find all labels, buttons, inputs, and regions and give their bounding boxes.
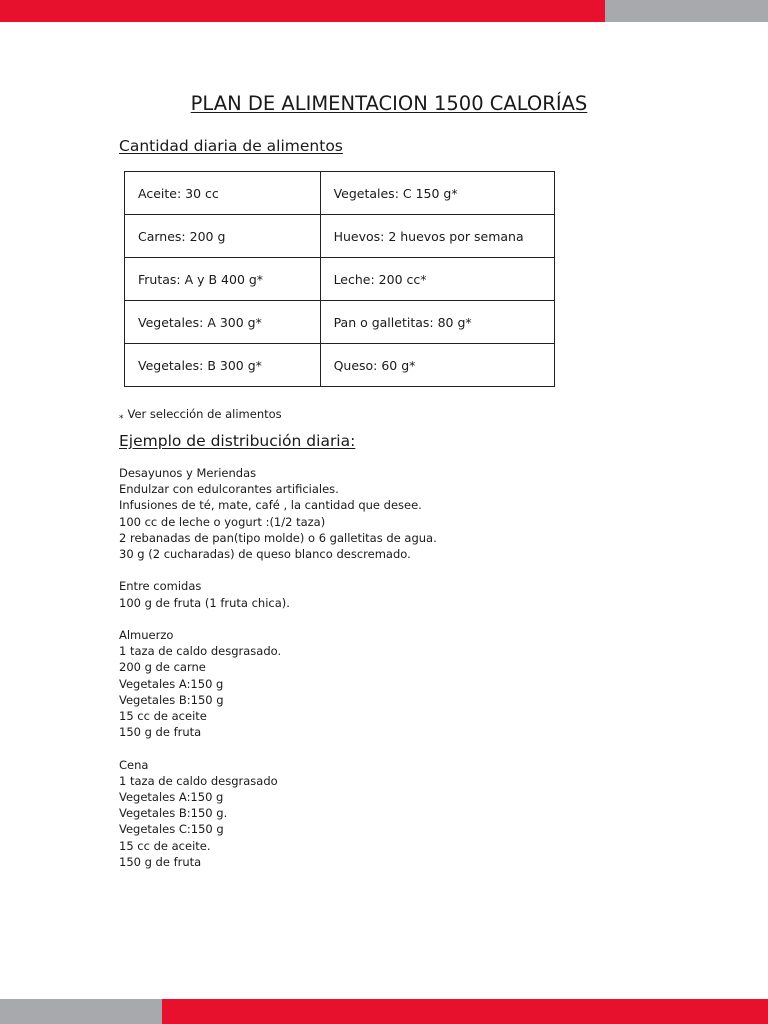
table-row (125, 344, 555, 387)
footer-red-bar (162, 999, 768, 1024)
table-cell: Carnes: 200 g (125, 215, 321, 258)
distribution-block-cena (119, 757, 437, 870)
distribution-line: 1 taza de caldo desgrasado (119, 773, 278, 788)
section-heading-cantidad: Cantidad diaria de alimentos (119, 137, 343, 155)
distribution-line: 150 g de fruta (119, 854, 202, 869)
header-gray-bar (605, 0, 768, 22)
table-cell: Huevos: 2 huevos por semana (320, 215, 554, 258)
table-cell: Queso: 60 g* (320, 344, 554, 387)
table-row (125, 301, 555, 344)
selection-note (119, 407, 282, 424)
table-cell: Pan o galletitas: 80 g* (320, 301, 554, 344)
distribution-line: Infusiones de té, mate, café , la cantidad que desee. (119, 498, 422, 513)
distribution-block-almuerzo (119, 627, 437, 740)
table-row (125, 215, 555, 258)
distribution-line: Vegetales C:150 g (119, 822, 224, 837)
table-row (125, 172, 555, 215)
table-cell: Leche: 200 cc* (320, 258, 554, 301)
distribution-line: 15 cc de aceite. (119, 838, 211, 853)
distribution-line: Vegetales A:150 g (119, 676, 224, 691)
distribution-line: Vegetales B:150 g. (119, 806, 228, 821)
distribution-line: Cena (119, 757, 149, 772)
table-cell: Frutas: A y B 400 g* (125, 258, 321, 301)
distribution-line: 30 g (2 cucharadas) de queso blanco descremado. (119, 547, 411, 562)
distribution-line: Almuerzo (119, 628, 174, 642)
footer-gray-bar (0, 999, 162, 1024)
daily-distribution (119, 465, 437, 886)
table-row (125, 258, 555, 301)
distribution-block-entre-comidas (119, 578, 437, 610)
distribution-line: Desayunos y Meriendas (119, 466, 257, 480)
distribution-line: 1 taza de caldo desgrasado. (119, 644, 282, 659)
page-title: PLAN DE ALIMENTACION 1500 CALORÍAS (190, 92, 588, 115)
table-cell: Vegetales: A 300 g* (125, 301, 321, 344)
distribution-line: 200 g de carne (119, 660, 206, 675)
distribution-block-desayunos (119, 465, 437, 562)
distribution-line: Vegetales B:150 g (119, 692, 224, 707)
distribution-line: Vegetales A:150 g (119, 790, 224, 805)
table-cell: Vegetales: B 300 g* (125, 344, 321, 387)
distribution-line: 100 cc de leche o yogurt :(1/2 taza) (119, 514, 326, 529)
distribution-line: 100 g de fruta (1 fruta chica). (119, 595, 290, 610)
distribution-line: 2 rebanadas de pan(tipo molde) o 6 galletitas de agua. (119, 530, 437, 545)
selection-note-text: Ver selección de alimentos (127, 407, 282, 421)
section-heading-ejemplo: Ejemplo de distribución diaria: (119, 432, 356, 450)
distribution-line: 150 g de fruta (119, 725, 202, 740)
distribution-line: 15 cc de aceite (119, 709, 207, 724)
table-cell: Aceite: 30 cc (125, 172, 321, 215)
distribution-line: Endulzar con edulcorantes artificiales. (119, 482, 339, 497)
table-cell: Vegetales: C 150 g* (320, 172, 554, 215)
asterisk-marker: * (119, 414, 124, 424)
distribution-line: Entre comidas (119, 579, 202, 594)
food-quantity-table (124, 171, 555, 387)
header-red-bar (0, 0, 605, 22)
